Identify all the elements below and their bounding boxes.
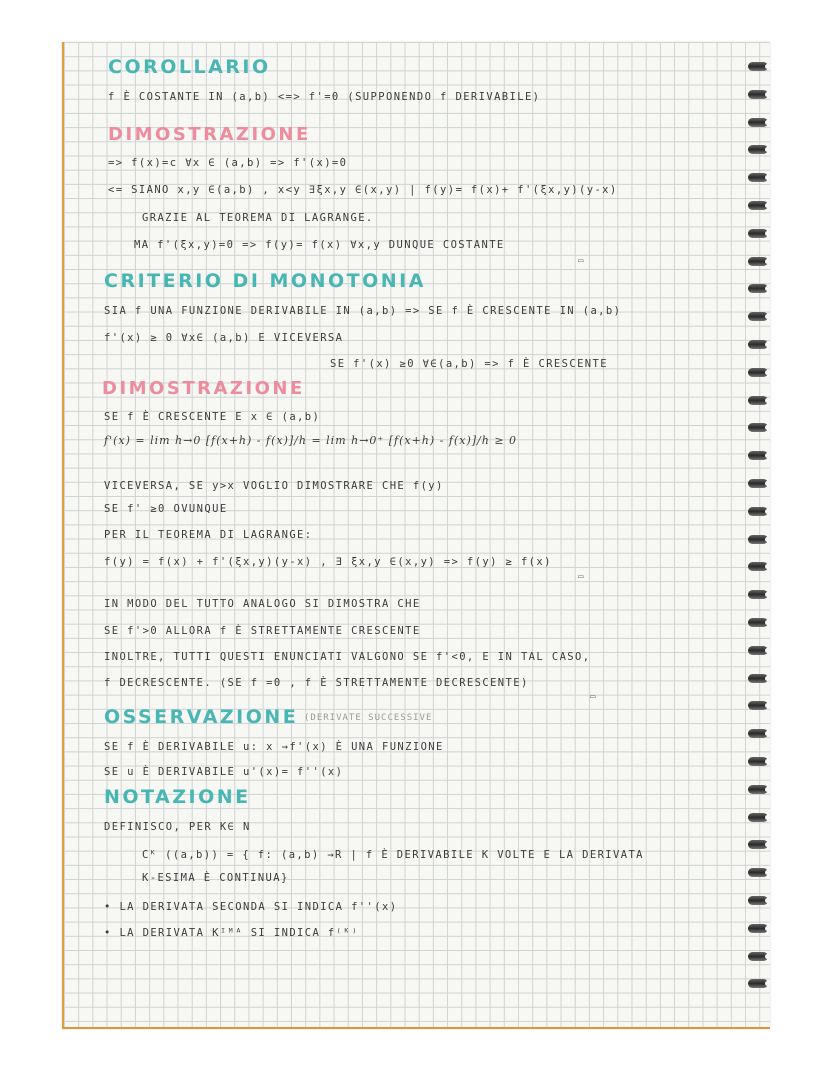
notazione-line3: K-ESIMA È CONTINUA} xyxy=(142,872,289,884)
osservazione-line2: SE u È DERIVABILE u'(x)= f''(x) xyxy=(104,766,344,778)
notazione-line1: DEFINISCO, PER K∈ N xyxy=(104,821,251,833)
proof2-line6: f(y) = f(x) + f'(ξx,y)(y-x) , ∃ ξx,y ∈(x,y) => f(y) ≥ f(x) xyxy=(104,556,552,568)
spiral-coil xyxy=(748,423,768,432)
margin-mark: ▭ xyxy=(590,692,596,702)
corollario-statement: f È COSTANTE IN (a,b) <=> f'=0 (SUPPONENDO f DERIVABILE) xyxy=(108,91,541,103)
spiral-coil xyxy=(748,590,768,599)
spiral-coil xyxy=(748,924,768,933)
spiral-coil xyxy=(748,701,768,710)
spiral-coil xyxy=(748,257,768,266)
criterio-line2: f'(x) ≥ 0 ∀x∈ (a,b) E VICEVERSA xyxy=(104,332,344,344)
spiral-coil xyxy=(748,646,768,655)
proof2-line10: f DECRESCENTE. (SE f =0 , f È STRETTAMENTE DECRESCENTE) xyxy=(104,677,529,689)
spiral-coil xyxy=(748,229,768,238)
spiral-coil xyxy=(748,535,768,544)
spiral-coil xyxy=(748,674,768,683)
heading-criterio: CRITERIO DI MONOTONIA xyxy=(104,270,426,292)
spiral-coil xyxy=(748,868,768,877)
spiral-coil xyxy=(748,813,768,822)
spiral-coil xyxy=(748,340,768,349)
spiral-coil xyxy=(748,618,768,627)
osservazione-line1: SE f È DERIVABILE u: x →f'(x) È UNA FUNZIONE xyxy=(104,741,444,753)
margin-mark: ▭ xyxy=(578,572,584,582)
proof1-line3: GRAZIE AL TEOREMA DI LAGRANGE. xyxy=(142,212,374,224)
spiral-coil xyxy=(748,451,768,460)
proof1-line1: => f(x)=c ∀x ∈ (a,b) => f'(x)=0 xyxy=(108,157,348,169)
spiral-coil xyxy=(748,173,768,182)
spiral-coil xyxy=(748,284,768,293)
notazione-bullet1: • LA DERIVATA SECONDA SI INDICA f''(x) xyxy=(104,901,398,913)
notazione-bullet2: • LA DERIVATA Kᴵᴹᴬ SI INDICA f⁽ᴷ⁾ xyxy=(104,927,359,939)
spiral-coil xyxy=(748,145,768,154)
proof2-limit-formula: f'(x) = lim h→0 [f(x+h) - f(x)]/h = lim h→0⁺ [f(x+h) - f(x)]/h ≥ 0 xyxy=(104,434,518,447)
proof2-line9: INOLTRE, TUTTI QUESTI ENUNCIATI VALGONO SE f'<0, E IN TAL CASO, xyxy=(104,651,591,663)
proof2-line4: SE f' ≥0 OVUNQUE xyxy=(104,503,228,515)
spiral-binding xyxy=(748,62,770,1012)
proof2-line1: SE f È CRESCENTE E x ∈ (a,b) xyxy=(104,411,321,423)
proof2-line8: SE f'>0 ALLORA f È STRETTAMENTE CRESCENTE xyxy=(104,625,421,637)
spiral-coil xyxy=(748,785,768,794)
heading-corollario: COROLLARIO xyxy=(108,56,271,78)
spiral-coil xyxy=(748,479,768,488)
heading-notazione: NOTAZIONE xyxy=(104,786,251,808)
spiral-coil xyxy=(748,757,768,766)
proof2-line7: IN MODO DEL TUTTO ANALOGO SI DIMOSTRA CHE xyxy=(104,598,421,610)
proof2-line3: VICEVERSA, SE y>x VOGLIO DIMOSTRARE CHE f(y) xyxy=(104,480,444,492)
spiral-coil xyxy=(748,840,768,849)
heading-dimostrazione-2: DIMOSTRAZIONE xyxy=(102,378,305,399)
criterio-line3: SE f'(x) ≥0 ∀∈(a,b) => f È CRESCENTE xyxy=(330,358,608,370)
spiral-coil xyxy=(748,368,768,377)
spiral-coil xyxy=(748,201,768,210)
spiral-coil xyxy=(748,507,768,516)
margin-mark: ▭ xyxy=(578,256,584,266)
notazione-line2: Cᴷ ((a,b)) = { f: (a,b) →R | f È DERIVABILE K VOLTE E LA DERIVATA xyxy=(142,849,644,861)
spiral-coil xyxy=(748,896,768,905)
spiral-coil xyxy=(748,118,768,127)
spiral-coil xyxy=(748,562,768,571)
heading-osservazione: OSSERVAZIONE xyxy=(104,706,299,728)
heading-dimostrazione-1: DIMOSTRAZIONE xyxy=(108,124,311,145)
spiral-coil xyxy=(748,90,768,99)
criterio-line1: SIA f UNA FUNZIONE DERIVABILE IN (a,b) => SE f È CRESCENTE IN (a,b) xyxy=(104,305,622,317)
spiral-coil xyxy=(748,312,768,321)
spiral-coil xyxy=(748,396,768,405)
osservazione-subtitle: (DERIVATE SUCCESSIVE xyxy=(304,713,433,723)
proof2-line5: PER IL TEOREMA DI LAGRANGE: xyxy=(104,529,313,541)
spiral-coil xyxy=(748,979,768,988)
proof1-line2: <= SIANO x,y ∈(a,b) , x<y ∃ξx,y ∈(x,y) | f(y)= f(x)+ f'(ξx,y)(y-x) xyxy=(108,184,618,196)
spiral-coil xyxy=(748,62,768,71)
proof1-line4: MA f'(ξx,y)=0 => f(y)= f(x) ∀x,y DUNQUE COSTANTE xyxy=(134,239,505,251)
spiral-coil xyxy=(748,729,768,738)
spiral-coil xyxy=(748,952,768,961)
